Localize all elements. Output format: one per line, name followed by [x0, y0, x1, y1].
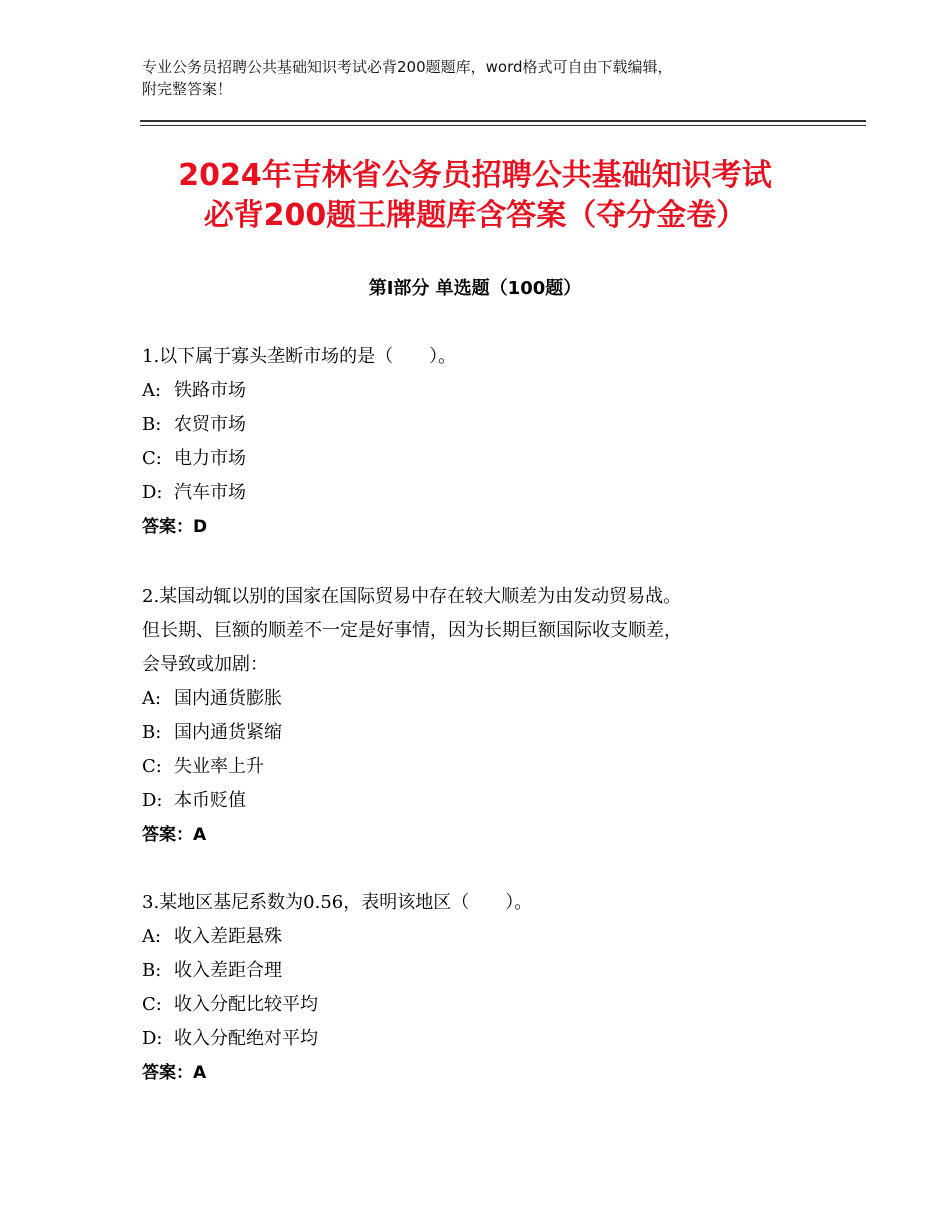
option-text: 收入分配绝对平均: [174, 1028, 318, 1049]
option-letter: B:: [142, 722, 162, 743]
option-text: 电力市场: [174, 448, 246, 469]
option-letter: B:: [142, 414, 162, 435]
option-a: [142, 682, 822, 716]
header-note: [142, 56, 822, 100]
answer-label: 答案：: [142, 517, 193, 537]
option-text: 收入差距合理: [174, 960, 282, 981]
option-letter: A:: [142, 926, 162, 947]
option-letter: C:: [142, 994, 162, 1015]
option-letter: B:: [142, 960, 162, 981]
section-heading: 第Ⅰ部分 单选题（100题）: [368, 278, 582, 299]
option-letter: C:: [142, 448, 162, 469]
option-text: 本币贬值: [174, 790, 246, 811]
answer-line: [142, 1056, 822, 1090]
option-a: [142, 374, 822, 408]
question-stem: 2.某国动辄以别的国家在国际贸易中存在较大顺差为由发动贸易战。: [142, 586, 682, 607]
option-c: [142, 988, 822, 1022]
option-text: 失业率上升: [174, 756, 264, 777]
option-text: 铁路市场: [174, 380, 246, 401]
option-b: [142, 408, 822, 442]
option-text: 农贸市场: [174, 414, 246, 435]
option-letter: C:: [142, 756, 162, 777]
answer-value: D: [193, 517, 208, 537]
document-title-line-1: 2024年吉林省公务员招聘公共基础知识考试: [178, 158, 772, 193]
answer-label: 答案：: [142, 825, 193, 845]
answer-line: [142, 510, 822, 544]
answer-label: 答案：: [142, 1063, 193, 1083]
header-note-line-2: 附完整答案！: [142, 80, 233, 98]
option-d: [142, 1022, 822, 1056]
question-2: [142, 580, 822, 852]
option-letter: D:: [142, 482, 163, 503]
document-title-line-2: 必背200题王牌题库含答案（夺分金卷）: [203, 198, 747, 233]
question-stem: 1.以下属于寡头垄断市场的是（ ）。: [142, 346, 457, 367]
option-b: [142, 716, 822, 750]
document-title: [100, 156, 850, 236]
option-c: [142, 442, 822, 476]
question-stem: 会导致或加剧：: [142, 654, 268, 675]
option-letter: D:: [142, 1028, 163, 1049]
answer-value: A: [193, 825, 207, 845]
option-letter: A:: [142, 380, 162, 401]
header-rule-thick: [140, 120, 866, 122]
option-letter: D:: [142, 790, 163, 811]
option-text: 国内通货膨胀: [174, 688, 282, 709]
option-text: 收入分配比较平均: [174, 994, 318, 1015]
question-1: [142, 340, 822, 544]
header-rule-thin: [140, 125, 866, 126]
option-c: [142, 750, 822, 784]
option-text: 汽车市场: [174, 482, 246, 503]
option-text: 收入差距悬殊: [174, 926, 282, 947]
option-b: [142, 954, 822, 988]
option-letter: A:: [142, 688, 162, 709]
question-3: [142, 886, 822, 1090]
header-note-line-1: 专业公务员招聘公共基础知识考试必背200题题库，word格式可自由下载编辑，: [142, 58, 673, 76]
question-stem: 3.某地区基尼系数为0.56，表明该地区（ ）。: [142, 892, 533, 913]
answer-line: [142, 818, 822, 852]
option-text: 国内通货紧缩: [174, 722, 282, 743]
option-d: [142, 476, 822, 510]
question-stem: 但长期、巨额的顺差不一定是好事情，因为长期巨额国际收支顺差，: [142, 620, 682, 641]
answer-value: A: [193, 1063, 207, 1083]
option-d: [142, 784, 822, 818]
option-a: [142, 920, 822, 954]
